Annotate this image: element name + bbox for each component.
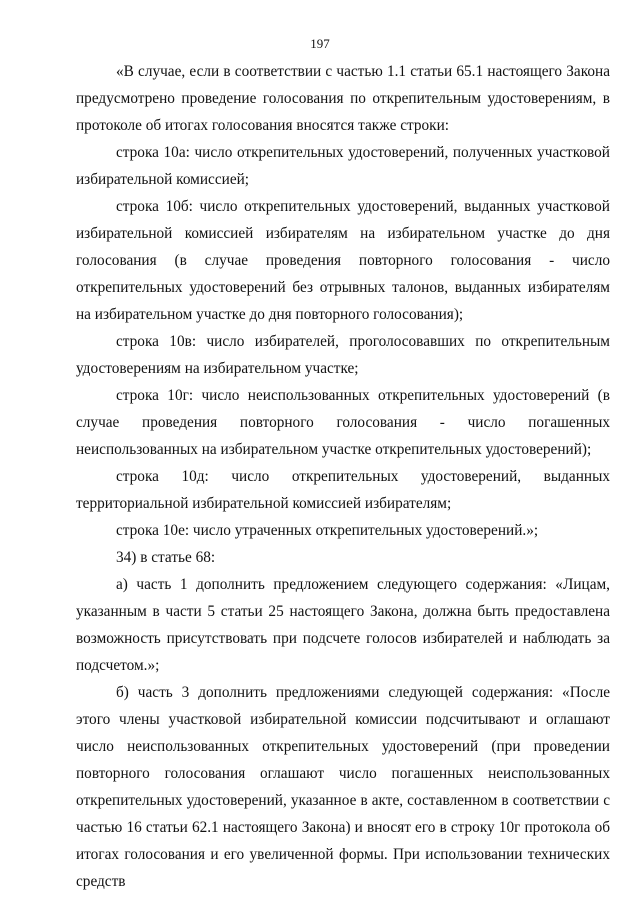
document-body <box>76 58 610 895</box>
paragraph-line-10b: строка 10б: число открепительных удостоверений, выданных участковой избирательной комиссией избирателям на избирательном участке до дня голосования (в случае проведения повторного голосования - число открепительных удостоверений без отрывных талонов, выданных избирателям на избирательном участке до дня повторного голосования); <box>76 198 610 323</box>
paragraph-item-a: а) часть 1 дополнить предложением следующего содержания: «Лицам, указанным в части 5 статьи 25 настоящего Закона, должна быть предоставлена возможность присутствовать при подсчете голосов избирателей и наблюдать за подсчетом.»; <box>76 576 610 674</box>
paragraph-item-34: 34) в статье 68: <box>116 549 216 566</box>
paragraph-line-10v: строка 10в: число избирателей, проголосовавших по открепительным удостоверениям на избирательном участке; <box>76 333 610 377</box>
paragraph-line-10g: строка 10г: число неиспользованных открепительных удостоверений (в случае проведения повторного голосования - число погашенных неиспользованных на избирательном участке открепительных удостоверений); <box>76 387 610 458</box>
paragraph-line-10d: строка 10д: число открепительных удостоверений, выданных территориальной избирательной комиссией избирателям; <box>76 468 610 512</box>
page-number: 197 <box>310 36 330 51</box>
paragraph-line-10a: строка 10а: число открепительных удостоверений, полученных участковой избирательной комиссией; <box>76 144 610 188</box>
paragraph-line-10e: строка 10е: число утраченных открепительных удостоверений.»; <box>116 522 539 539</box>
paragraph-intro: «В случае, если в соответствии с частью 1.1 статьи 65.1 настоящего Закона предусмотрено проведение голосования по открепительным удостоверениям, в протоколе об итогах голосования вносятся также строки: <box>76 63 610 134</box>
paragraph-item-b: б) часть 3 дополнить предложениями следующей содержания: «После этого члены участковой избирательной комиссии подсчитывают и оглашают число неиспользованных открепительных удостоверений (при проведении повторного голосования оглашают число погашенных неиспользованных открепительных удостоверений, указанное в акте, составленном в соответствии с частью 16 статьи 62.1 настоящего Закона) и вносят его в строку 10г протокола об итогах голосования и его увеличенной формы. При использовании технических средств <box>76 684 610 890</box>
